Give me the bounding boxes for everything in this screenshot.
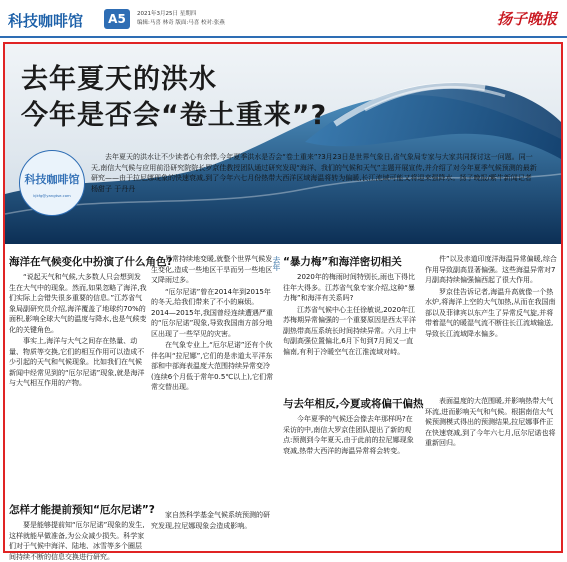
editor-credits: 编辑:马喜 林奇 版面:马喜 校对:张燕	[137, 20, 225, 26]
headline	[21, 62, 327, 134]
masthead-rule	[0, 36, 567, 38]
column-3-lower	[283, 396, 424, 551]
page-number-badge: A5	[104, 9, 130, 29]
paragraph: 事实上,海洋与大气之间存在热量、动量、物质等交换,它们的相互作用可以造成不少引起的天气和气候现象。比如我们在气候新闻中经常见到的“厄尔尼诺”现象,就是海洋与大气相互作用的产物。	[9, 337, 145, 387]
paragraph: 2020年的梅雨时间特别长,雨也下得比往年大得多。江苏省气象专家介绍,这种“暴力梅”和海洋有关系吗?	[283, 273, 416, 302]
badge-title: 科技咖啡馆	[24, 173, 80, 186]
issue-date: 2021年3月25日 星期四	[137, 11, 197, 17]
paragraph: “厄尔尼诺”曾在2014年到2015年的冬天,给我们带来了不小的麻烦。2014—2015年,我国曾经连续遭遇严重的“厄尔尼诺”现象,导致我国南方部分地区出现了一些罕见的灾害。	[151, 287, 273, 338]
newspaper-logo: 扬子晚报	[496, 10, 557, 28]
column-4	[425, 254, 557, 390]
paragraph: 在气象专业上,“厄尔尼诺”还有个伙伴名叫“拉尼娜”,它们的是赤道太平洋东部和中部海表温度大范围持续异常变冷(连续6个月低于常年0.5℃以上),它们常常交替出现。	[151, 341, 274, 391]
column-2	[151, 254, 275, 510]
subheading-el-nino: 怎样才能提前预知“厄尔尼诺”?	[9, 504, 155, 516]
column-4-lower	[425, 396, 557, 551]
headline-line-2: 今年是否会“卷土重来”?	[21, 100, 328, 131]
paragraph: 今年夏季的气候还会像去年那样吗?在采访的中,南信大罗京佳团队提出了新的观点:预测到今年夏天,由于此前的拉尼娜现象衰减,热带大西洋的海温异常将会转变。	[283, 415, 414, 455]
column-badge	[19, 150, 85, 216]
subheading-this-summer: 与去年相反,今夏或将偏干偏热	[283, 398, 424, 410]
subheading-ocean-role: 海洋在气候变化中扮演了什么角色?	[9, 256, 173, 268]
hero-image	[5, 44, 561, 244]
lead-paragraph: 去年夏天的洪水让不少读者心有余悸,今年夏季洪水是否会“卷土重来”?3月23日是世界气象日,省气象局专家与大家共同探讨这一问题。同一天,南信大气候与应用前沿研究院院长罗京佳教授团队通过研究发现“海洋、我们的气候和天气”主题开展宣传,并介绍了对今年夏季气候预测的最新研究——由于拉尼娜现象的快速衰减,到了今年六七月份热带大西洋区域海温将转为偏暖,长江流域可能又将迎来强降水。扬子晚报/紫牛新闻记者 杨甜子 于丹丹	[91, 153, 537, 193]
column-1	[9, 254, 173, 502]
badge-email: kjkfg@yangtse.com	[33, 193, 71, 198]
paragraph: 家自然科学基金气候系统预测的研究发现,拉尼娜现象会造成影响。	[151, 511, 270, 530]
headline-line-1: 去年夏天的洪水	[21, 64, 217, 95]
article-frame	[3, 42, 563, 561]
paragraph: 件”以及赤道印度洋海温异常偏暖,综合作用导致副高显著偏强。这些海温异常对7月副高持续偏强偏西起了很大作用。	[425, 255, 557, 284]
column-3	[283, 254, 419, 390]
paragraph: 罗京佳告诉记者,海温升高就像一个热水炉,将海洋上空的大气加热,从而在我国南部以及菲律宾以东产生了异常反气旋,并将带着湿气的暖湿气流不断往长江流域输送,导致长江流域降水偏多。	[425, 287, 556, 338]
subheading-plum-rain: “暴力梅”和海洋密切相关	[283, 256, 402, 268]
paragraph: 表面温度的大范围暖,并影响热带大气环流,进而影响天气和气候。根据南信大气候预测模式得出的预测结果,拉尼娜事件正在快速衰减,到了今年六七月,厄尔尼诺也将重新回归。	[425, 397, 556, 447]
paragraph: 异常持续地变暖,就整个世界气候发生变化,造成一些地区干旱而另一些地区又降雨过多。	[151, 255, 273, 284]
paragraph: “说起天气和气候,大多数人只会想到发生在大气中的现象。然而,如果忽略了海洋,我们实际上会错失很多重要的信息。”江苏省气象局副研究员介绍,海洋覆盖了地球约70%的面积,影响全球大气的温度与降水,也是气候变化的关键角色。	[9, 273, 147, 334]
column-1-lower	[9, 502, 155, 561]
column-2-lower	[151, 510, 275, 550]
masthead	[0, 0, 567, 44]
paragraph: 江苏省气候中心主任徐敏说,2020年江苏梅期异常偏强的一个重要原因是西太平洋副热带高压系统长时间持续异常。六月上中旬副高强位置偏北,6月下旬到7月间又一直偏南,有利于冷暖空气在江淮流域对峙。	[283, 305, 416, 356]
column-name: 科技咖啡馆	[8, 12, 84, 30]
paragraph: 要是能够提前知“厄尔尼诺”现象的发生,这样就能早做准备,为公众减少损失。科学家们对于气候中海洋、陆地、冰雪等多个圈层间持续不断的信息交换进行研究。	[9, 521, 145, 561]
season-seal: 去年	[272, 256, 281, 271]
